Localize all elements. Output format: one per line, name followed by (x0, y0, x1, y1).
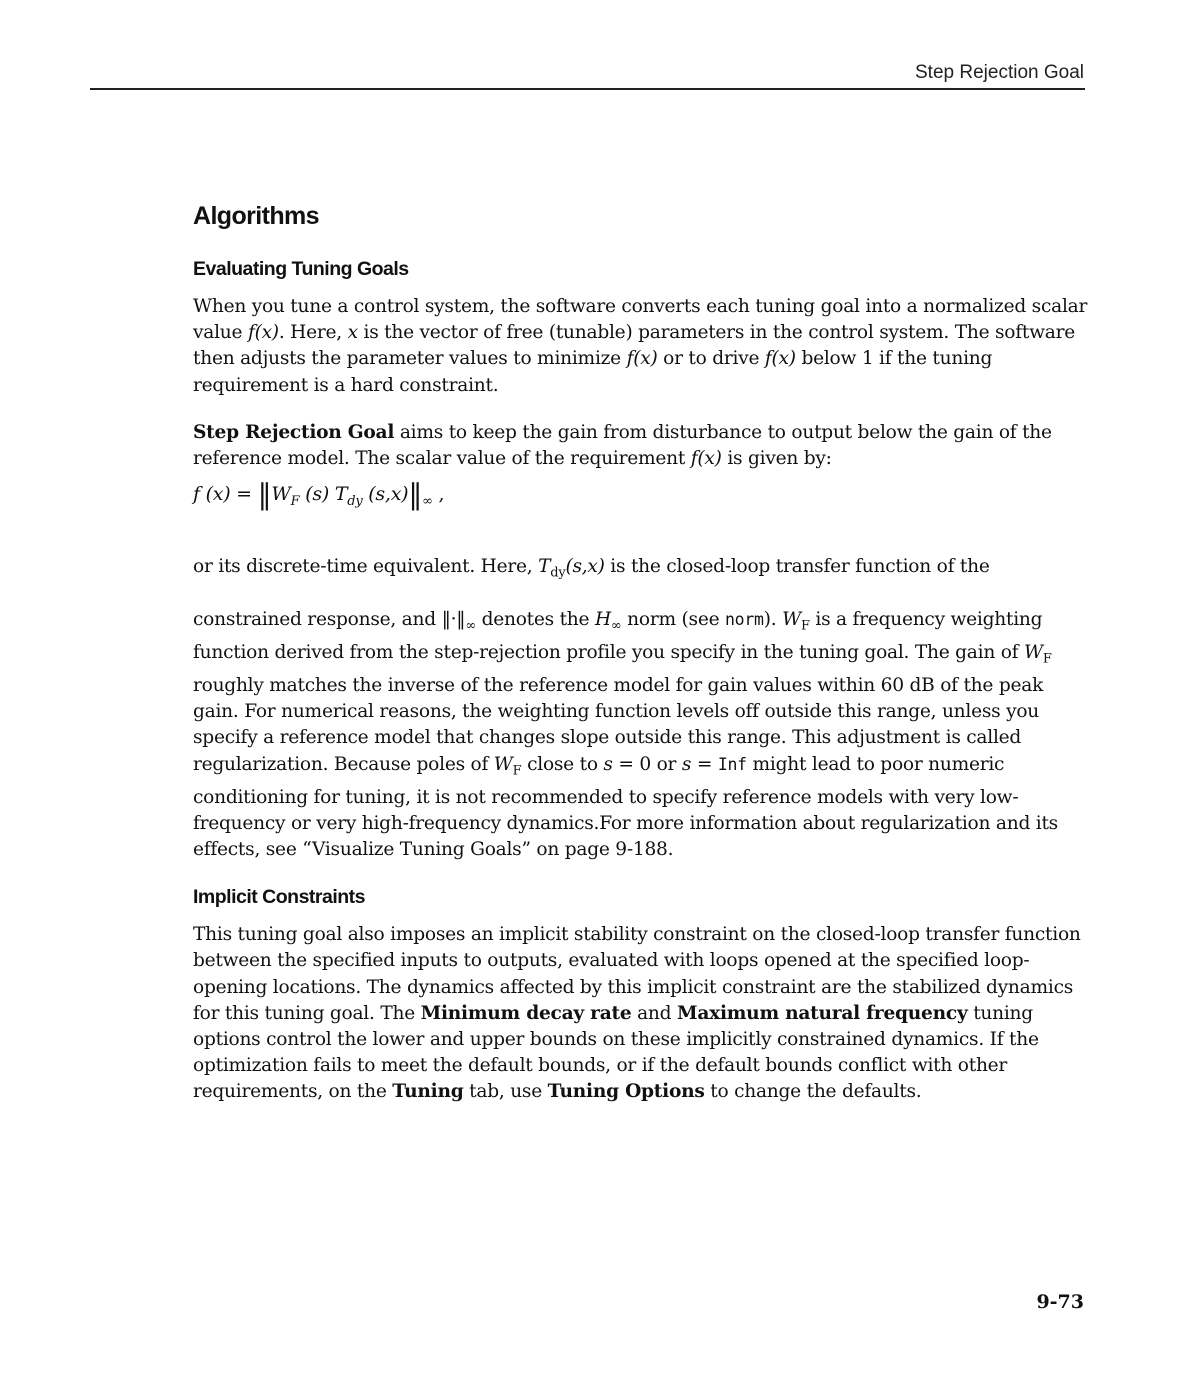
subsection-title-evaluating: Evaluating Tuning Goals (193, 258, 409, 280)
paragraph-step-rejection: Step Rejection Goal aims to keep the gain from disturbance to output below the gain of the reference model. The scalar value of the requirement f(x) is given by: (193, 421, 1052, 470)
page-content (193, 196, 1088, 1127)
paragraph-weighting: constrained response, and $‖\cdot‖_\infty$ denotes the $H_\infty$ norm (see norm). $W_F$ is a frequency weighting function derived from the step-rejection profile you specify in the tuning goal. The gain of $W_F$ roughly matches the inverse of the reference model for gain values within 60 dB of the peak gain. For numerical reasons, the weighting function levels off outside this range, unless you specify a reference model that changes slope outside this range. This adjustment is called regularization. Because poles of $W_F$ close to s = 0 or s = Inf might lead to poor numeric conditioning for tuning, it is not recommended to specify reference models with very low-frequency or very high-frequency dynamics.For more information about regularization and its effects, see “Visualize Tuning Goals” on page 9-188. (193, 609, 1058, 860)
subsection-title-implicit: Implicit Constraints (193, 886, 366, 909)
section-title: Algorithms (193, 202, 319, 230)
paragraph-implicit-constraints: This tuning goal also imposes an implicit stability constraint on the closed-loop transfer function between the specified inputs to outputs, evaluated with loops opened at the specified loop-opening locations. The dynamics affected by this implicit constraint are the stabilized dynamics for this tuning goal. The Minimum decay rate and Maximum natural frequency tuning options control the lower and upper bounds on these implicitly constrained dynamics. If the optimization fails to meet the default bounds, or if the default bounds conflict with other requirements, on the Tuning tab, use Tuning Options to change the defaults. (193, 924, 1081, 1103)
running-header-title: Step Rejection Goal (915, 62, 1084, 83)
paragraph-intro: When you tune a control system, the software converts each tuning goal into a normalized scalar value f(x). Here, x is the vector of free (tunable) parameters in the control system. The software then adjusts the parameter values to minimize f(x) or to drive f(x) below 1 if the tuning requirement is a hard constraint. (193, 296, 1088, 396)
norm-code-link[interactable]: norm (725, 610, 764, 630)
paragraph-discrete: or its discrete-time equivalent. Here, $T_{dy}(s,x)$ is the closed-loop transfer function of the (193, 556, 990, 581)
equation-fx: f $(x) = ‖W_F$ (s) $T_{dy}$ $(s,x)‖_\infty$ , (193, 478, 445, 512)
page-number: 9-73 (1036, 1291, 1084, 1313)
header-rule (90, 88, 1085, 90)
